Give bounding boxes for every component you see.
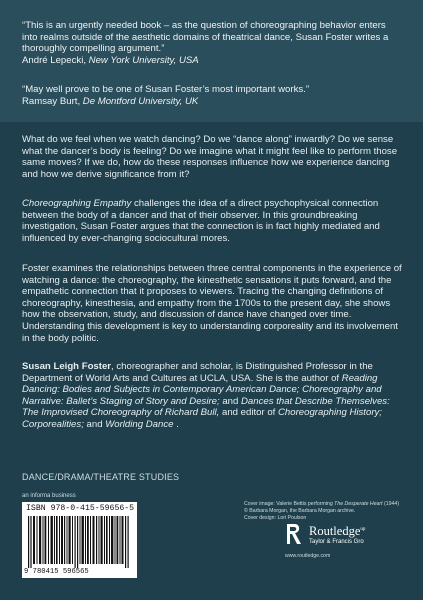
barcode-bars bbox=[28, 516, 131, 568]
credit-text: Cover image: Valerie Bettis performing bbox=[244, 501, 335, 507]
publisher-name-text: Routledge bbox=[309, 524, 361, 538]
thesis-text: challenges the idea of a direct psychophysical connection between the body of a dancer and that of their observer. In this groundbreaking investigation, Susan Foster argues that the connection is in fact highly mediated and influenced by ever-changing sociocultural mores. bbox=[22, 198, 380, 244]
quote-attribution bbox=[22, 55, 199, 66]
quote-affiliation: New York University, USA bbox=[88, 54, 199, 66]
isbn-text: ISBN 978-0-415-59656-5 bbox=[26, 504, 135, 513]
publisher-sup: up bbox=[360, 526, 366, 532]
quote-text: “May well prove to be one of Susan Foster’s most important works.” bbox=[22, 84, 310, 95]
publisher-group: Taylor & Francis Gro bbox=[309, 539, 364, 545]
cover-credits bbox=[244, 501, 414, 523]
publisher-website: www.routledge.com bbox=[285, 553, 331, 559]
book-title: Choreographing Empathy bbox=[22, 198, 132, 209]
credit-line: © Barbara Morgan, the Barbara Morgan archive. bbox=[244, 508, 356, 515]
bio-text: and bbox=[83, 418, 106, 430]
author-name: Susan Leigh Foster bbox=[22, 361, 112, 372]
quote-author: Ramsay Burt, bbox=[22, 95, 81, 107]
bio-text: , choreographer and scholar, is Distinguished Professor in the Department of World Arts and Cultures at UCLA, USA. She is the author of bbox=[22, 361, 373, 384]
bio-text: and editor of bbox=[219, 407, 278, 419]
credit-text: (1944) bbox=[382, 501, 400, 507]
bio-book-titles: Dances that Describe Themselves: The Improvised Choreography of Richard Bull, bbox=[22, 395, 390, 419]
thesis-paragraph bbox=[22, 198, 403, 244]
quote-author: André Lepecki, bbox=[22, 54, 86, 66]
subject-category: DANCE/DRAMA/THEATRE STUDIES bbox=[22, 472, 180, 482]
quote-affiliation: De Montford University, UK bbox=[82, 95, 199, 107]
author-bio bbox=[22, 361, 403, 431]
informa-tagline: an informa business bbox=[22, 493, 76, 499]
credit-title: The Desperate Heart bbox=[334, 501, 383, 507]
intro-paragraph: What do we feel when we watch dancing? Do we “dance along” inwardly? Do we sense what the dancer’s body is feeling? Do we imagine what it might feel like to perform those same moves? If we do, how do these responses influence how we experience dancing and how we derive significance from it? bbox=[22, 134, 398, 180]
publisher-name bbox=[309, 524, 365, 539]
routledge-r-icon bbox=[285, 523, 303, 545]
quote-text: “This is an urgently needed book – as the question of choreographing behavior enters into realms outside of the aesthetic domains of theatrical dance, Susan Foster writes a thoroughly compelling argument.” bbox=[22, 20, 389, 55]
review-quote-2 bbox=[22, 84, 402, 107]
bio-book-titles: Worlding Dance bbox=[105, 418, 174, 430]
isbn-line bbox=[26, 504, 133, 513]
bio-text: . bbox=[173, 418, 179, 430]
credit-line: Cover design: Lori Poulson bbox=[244, 515, 307, 522]
review-quote-1 bbox=[22, 20, 402, 66]
bio-book-titles: Choreographing History; Corporealities; bbox=[22, 407, 382, 430]
method-paragraph: Foster examines the relationships between three central components in the experience of watching a dance: the choreography, the kinesthetic sensations it puts forward, and the empathetic connection that it proposes to viewers. Tracing the changing definitions of choreography, kinesthesia, and empathy from the 1700s to the present day, she shows how the observation, study, and discussion of dance have changed over time. Understanding this development is key to understanding corporeality and its involvement in the body politic. bbox=[22, 263, 402, 344]
quote-attribution bbox=[22, 96, 198, 107]
barcode-digits: 9 780415 596565 bbox=[24, 568, 89, 576]
isbn-barcode bbox=[22, 502, 137, 578]
bio-text: and bbox=[219, 395, 241, 407]
bio-book-titles: Reading Dancing: Bodies and Subjects in Contemporary American Dance; Choreography and Narrative: Ballet’s Staging of Story and Desire; bbox=[22, 372, 382, 407]
